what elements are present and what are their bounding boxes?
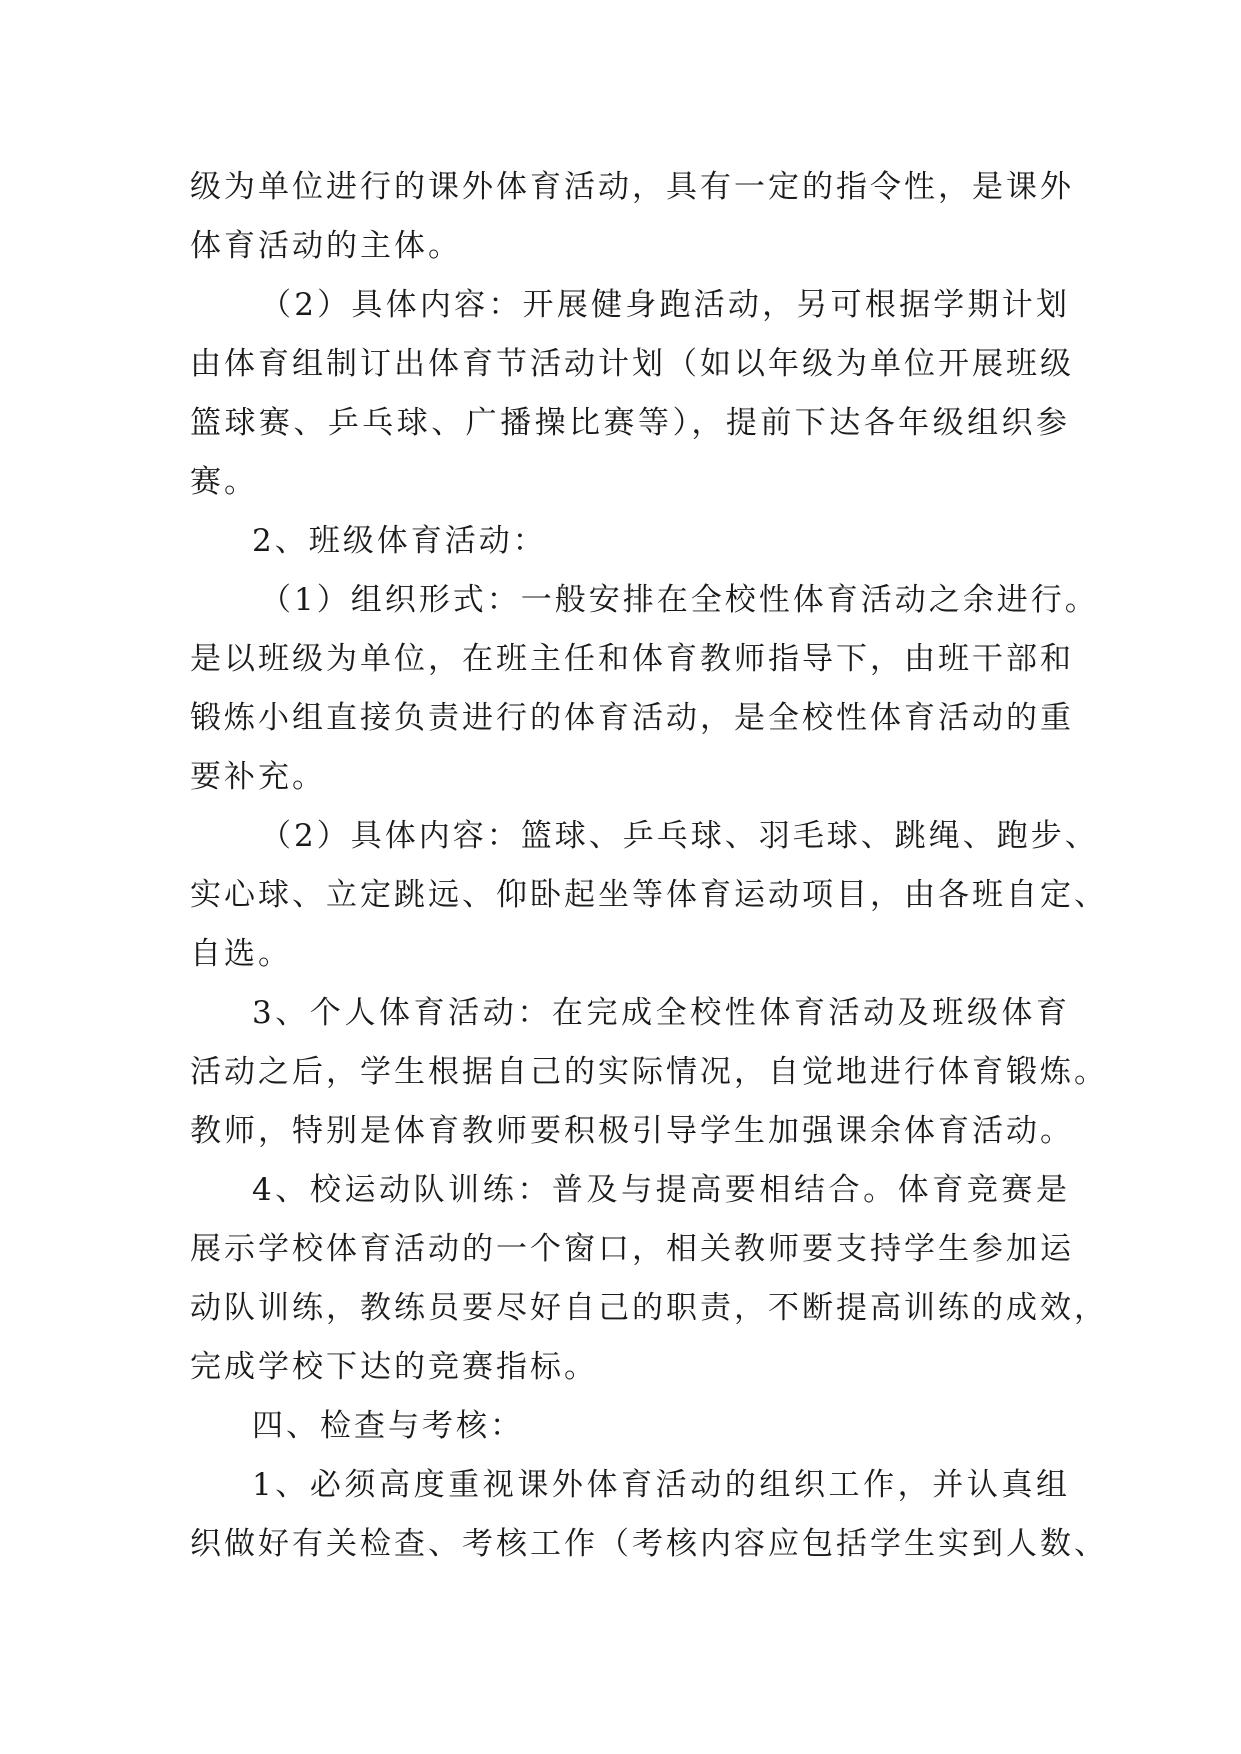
text-line: 完成学校下达的竞赛指标。 [190,1349,598,1385]
text-line: 教师，特别是体育教师要积极引导学生加强课余体育活动。 [190,1113,1074,1149]
text-line: 展示学校体育活动的一个窗口，相关教师要支持学生参加运 [190,1231,1074,1267]
text-line: （1）组织形式：一般安排在全校性体育活动之余进行。 [260,582,1099,618]
text-line: 四、检查与考核： [252,1408,524,1444]
text-line: 活动之后，学生根据自己的实际情况，自觉地进行体育锻炼。 [190,1054,1108,1090]
text-line: 是以班级为单位，在班主任和体育教师指导下，由班干部和 [190,641,1074,677]
text-line: 锻炼小组直接负责进行的体育活动，是全校性体育活动的重 [190,700,1074,736]
text-line: 动队训练，教练员要尽好自己的职责，不断提高训练的成效， [190,1290,1108,1326]
text-line: 赛。 [190,464,258,500]
text-line: 篮球赛、乒乓球、广播操比赛等），提前下达各年级组织参 [190,405,1070,441]
text-line: 2、班级体育活动： [252,523,547,559]
text-line: 实心球、立定跳远、仰卧起坐等体育运动项目，由各班自定、 [190,877,1108,913]
text-line: 由体育组制订出体育节活动计划（如以年级为单位开展班级 [190,346,1074,382]
text-line: （2）具体内容：篮球、乒乓球、羽毛球、跳绳、跑步、 [260,818,1099,854]
text-line: 要补充。 [190,759,326,795]
text-line: 级为单位进行的课外体育活动，具有一定的指令性，是课外 [190,169,1074,205]
text-line: 织做好有关检查、考核工作（考核内容应包括学生实到人数、 [190,1526,1108,1562]
text-line: （2）具体内容：开展健身跑活动，另可根据学期计划 [260,287,1070,323]
text-line: 3、个人体育活动：在完成全校性体育活动及班级体育 [252,995,1070,1031]
text-line: 体育活动的主体。 [190,228,462,264]
text-line: 4、校运动队训练：普及与提高要相结合。体育竞赛是 [252,1172,1070,1208]
text-line: 自选。 [190,936,292,972]
text-line: 1、必须高度重视课外体育活动的组织工作，并认真组 [252,1467,1070,1503]
document-body [190,158,1108,1574]
